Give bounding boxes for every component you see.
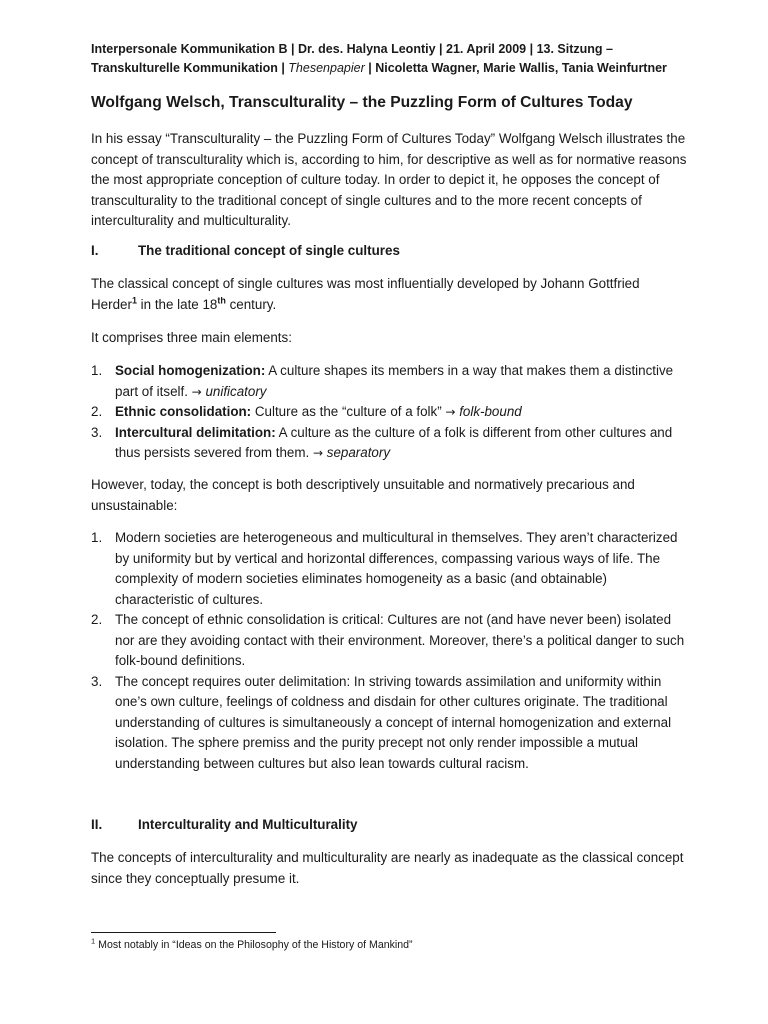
list-item-number: 2. <box>91 404 103 419</box>
list-item <box>91 361 688 402</box>
section-2-number: II. <box>91 817 103 832</box>
section-1-heading <box>91 241 688 261</box>
footnote-text: Most notably in “Ideas on the Philosophy of the History of Mankind” <box>95 939 413 951</box>
header-authors: | Nicoletta Wagner, Marie Wallis, Tania Weinfurtner <box>364 61 667 75</box>
list-item <box>91 423 688 464</box>
list-item-text: A culture shapes its members in a way that makes them a distinctive part of itself. <box>115 363 674 399</box>
section-2-title: Interculturality and Multiculturality <box>138 817 358 832</box>
intro-paragraph: In his essay “Transculturality – the Puzzling Form of Cultures Today” Wolfgang Welsch illustrates the concept of transculturality which is, according to him, for descriptive as well as for normative reasons the most appropriate conception of culture today. In order to depict it, he opposes the concept of transculturality to the traditional concept of single cultures and to the more recent concepts of interculturality and multiculturality. <box>91 131 687 228</box>
list-item-text: A culture as the culture of a folk is different from other cultures and thus persists severed from them. <box>115 424 673 460</box>
list-item-number: 1. <box>91 530 103 545</box>
header-course-line: Interpersonale Kommunikation B | Dr. des. Halyna Leontiy | 21. April 2009 | 13. Sitzung – <box>91 42 613 56</box>
arrow-right-icon: → <box>445 405 456 419</box>
century-text: in the late 18 <box>136 296 218 312</box>
critiques-list <box>91 528 688 774</box>
list-item-term: Intercultural delimitation: <box>115 424 276 440</box>
list-item-number: 2. <box>91 612 103 627</box>
list-item <box>91 672 688 775</box>
list-item-tag: folk-bound <box>459 404 522 419</box>
page-title: Wolfgang Welsch, Transculturality – the Puzzling Form of Cultures Today <box>91 94 633 111</box>
list-item <box>91 610 688 672</box>
footnote <box>91 938 688 952</box>
footnote-divider <box>91 932 276 933</box>
list-item <box>91 402 688 423</box>
list-item-number: 3. <box>91 424 103 440</box>
ordinal-suffix: th <box>217 295 226 306</box>
section-1-paragraph-3: However, today, the concept is both descriptively unsuitable and normatively precarious and unsustainable: <box>91 477 635 513</box>
main-elements-list <box>91 361 688 464</box>
list-item-tag: unificatory <box>205 383 267 399</box>
list-item-number: 1. <box>91 363 103 378</box>
section-1-title: The traditional concept of single cultures <box>138 243 400 258</box>
footnote-number: 1 <box>91 936 96 946</box>
arrow-right-icon: → <box>312 446 324 460</box>
section-1-paragraph-2: It comprises three main elements: <box>91 330 292 345</box>
header-topic: Transkulturelle Kommunikation | <box>91 61 289 75</box>
section-1-number: I. <box>91 243 99 258</box>
list-item-text: Modern societies are heterogeneous and multicultural in themselves. They aren’t characterized by uniformity but by vertical and horizontal differences, compassing various ways of life. The complexity of modern societies eliminates homogeneity as a basic (and obtainable) characteristic of cultures. <box>115 530 678 607</box>
section-2-paragraph-1: The concepts of interculturality and multiculturality are nearly as inadequate as the classical concept since they conceptually presume it. <box>91 850 684 886</box>
list-item-number: 3. <box>91 673 103 689</box>
section-2-heading <box>91 815 688 835</box>
list-item-text: The concept requires outer delimitation: In striving towards assimilation and uniformity within one’s own culture, feelings of coldness and disdain for other cultures originate. The traditional understanding of cultures is simultaneously a concept of internal homogenization and external isolation. The sphere premiss and the purity precept not only render impossible a mutual understanding between cultures but also lean towards cultural racism. <box>115 673 672 771</box>
arrow-right-icon: → <box>191 384 202 399</box>
list-item-text: Culture as the “culture of a folk” <box>251 404 446 419</box>
section-1-paragraph-1 <box>91 274 688 315</box>
list-item-text: The concept of ethnic consolidation is critical: Cultures are not (and have never been) isolated nor are they avoiding contact with their environment. Moreover, there’s a political danger to such folk-bound definitions. <box>115 612 685 668</box>
list-item-tag: separatory <box>326 445 391 460</box>
herder-text: The classical concept of single cultures was most influentially developed by Johann Gottfried Herder <box>91 276 640 312</box>
list-item-term: Ethnic consolidation: <box>115 404 252 419</box>
list-item <box>91 528 688 610</box>
century-word: century. <box>225 296 277 312</box>
footnote-reference: 1 <box>131 295 137 306</box>
document-header <box>91 40 711 78</box>
header-doc-type: Thesenpapier <box>288 61 365 75</box>
list-item-term: Social homogenization: <box>115 363 266 378</box>
